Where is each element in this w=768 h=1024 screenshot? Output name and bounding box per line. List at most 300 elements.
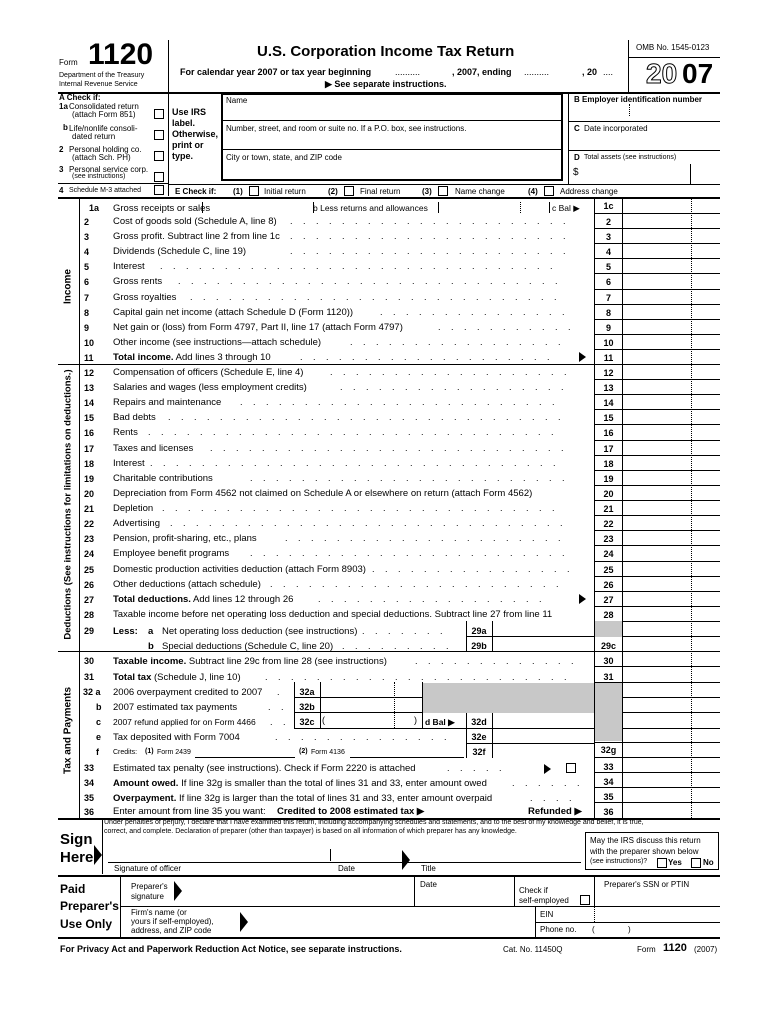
check-if-a-label: A Check if:: [59, 93, 101, 102]
line3-field[interactable]: [623, 229, 719, 242]
city-field[interactable]: [223, 162, 561, 178]
line34-text: If line 32g is smaller than the total of lines 31 and 33, enter amount owed: [178, 778, 487, 789]
line3-text: Gross profit. Subtract line 2 from line 1c: [113, 231, 280, 243]
line33-text: Estimated tax penalty (see instructions). Check if Form 2220 is attached: [113, 763, 416, 774]
box32f-label: 32f: [472, 747, 486, 757]
box32a-label: 32a: [299, 687, 315, 697]
a1-text1: Consolidated return: [69, 102, 139, 111]
box32d-field[interactable]: [493, 713, 593, 727]
sig-title-label: Title: [421, 864, 436, 873]
line31-text: (Schedule J, line 10): [151, 672, 241, 683]
deductions-side-label: Deductions (See instructions for limitations on deductions.): [62, 369, 74, 640]
line2-dots: . . . . . . . . . . . . . . . . . . . . . .: [290, 216, 570, 227]
line17-dots: . . . . . . . . . . . . . . . . . . . . . . . . . . . .: [210, 442, 568, 453]
line3-dots: . . . . . . . . . . . . . . . . . . . . . .: [290, 231, 570, 242]
perjury-line2: correct, and complete. Declaration of preparer (other than taxpayer) is based on all information of which preparer has any knowledge.: [104, 828, 517, 835]
omb-number: OMB No. 1545-0123: [636, 43, 710, 52]
self-employed-label: self-employed: [519, 896, 569, 905]
line32b-text: 2007 estimated tax payments: [113, 702, 238, 713]
box36-label: 36: [603, 807, 614, 817]
line16-num: 16: [84, 428, 95, 439]
line2-num: 2: [84, 217, 90, 228]
e2-num: (2): [328, 187, 338, 196]
sig-officer-label: Signature of officer: [114, 864, 182, 873]
name-change-label: Name change: [455, 187, 505, 196]
e1-num: (1): [233, 187, 243, 196]
line21-dots: . . . . . . . . . . . . . . . . . . . . . . . . . . . . . . .: [162, 503, 559, 514]
address-change-checkbox[interactable]: [544, 186, 554, 196]
line36-refunded: Refunded ▶: [528, 806, 582, 817]
life-nonlife-checkbox[interactable]: [154, 130, 164, 140]
line6-num: 6: [84, 277, 90, 288]
line5-num: 5: [84, 262, 90, 273]
paid-title: Paid: [60, 882, 86, 896]
line11-field[interactable]: [623, 350, 719, 363]
line21-box-label: 21: [603, 504, 614, 515]
phone-open: (: [592, 925, 595, 934]
a1-text2: (attach Form 851): [72, 110, 136, 119]
name-field[interactable]: [223, 104, 561, 118]
line5-box-label: 5: [605, 262, 611, 273]
a3-text1: Personal service corp.: [69, 165, 149, 174]
line6-field[interactable]: [623, 274, 719, 287]
line32a-num: 32 a: [83, 687, 101, 697]
prep-date-label: Date: [420, 880, 437, 889]
e4-num: (4): [528, 187, 538, 196]
line11-text: Add lines 3 through 10: [173, 351, 271, 363]
discuss-line1: May the IRS discuss this return: [590, 836, 701, 845]
line16-dots: . . . . . . . . . . . . . . . . . . . . . . . . . . . . . . . .: [148, 427, 558, 438]
line25-field[interactable]: [623, 562, 719, 575]
line29-num: 29: [84, 626, 95, 636]
box29c-label: 29c: [600, 641, 617, 651]
line8-field[interactable]: [623, 305, 719, 318]
firm-line2: yours if self-employed),: [131, 917, 214, 926]
line21-field[interactable]: [623, 501, 719, 514]
ein-label: B Employer identification number: [574, 95, 703, 104]
line35-num: 35: [84, 793, 95, 803]
line15-num: 15: [84, 413, 95, 424]
line24-dots: . . . . . . . . . . . . . . . . . . . . . . . . .: [250, 548, 569, 559]
line23-num: 23: [84, 534, 95, 545]
final-return-label: Final return: [360, 187, 401, 196]
line12-field[interactable]: [623, 365, 719, 378]
line28-num: 28: [84, 610, 95, 620]
line8-dots: . . . . . . . . . . . . . . .: [380, 306, 569, 317]
a2-text2: (attach Sch. PH): [72, 153, 131, 162]
line24-text: Employee benefit programs: [113, 548, 230, 560]
phone-label: Phone no.: [540, 925, 577, 934]
box35-field[interactable]: [623, 788, 719, 802]
preparer-ssn-field[interactable]: [596, 890, 719, 905]
line10-num: 10: [84, 337, 95, 348]
discuss-yes-checkbox[interactable]: [657, 858, 667, 868]
year-bold: 07: [682, 58, 714, 89]
discuss-line2: with the preparer shown below: [590, 847, 699, 856]
line19-dots: . . . . . . . . . . . . . . . . . . . . . . . . .: [250, 472, 569, 483]
line4-box-label: 4: [605, 247, 611, 258]
box32b-field[interactable]: [321, 698, 421, 711]
line29b-text: Special deductions (Schedule C, line 20): [162, 641, 334, 652]
title-arrow-icon: [402, 850, 410, 870]
line20-num: 20: [84, 488, 95, 499]
paren-open-32c: (: [322, 715, 325, 725]
line29a-dots: . . . . . . .: [362, 626, 447, 636]
line13-dots: . . . . . . . . . . . . . . . . . .: [340, 382, 568, 393]
line30-text: Subtract line 29c from line 28 (see instructions): [186, 656, 387, 667]
line26-box-label: 26: [603, 579, 614, 590]
use-irs-line3: Otherwise,: [172, 129, 219, 139]
line31-num: 31: [84, 672, 95, 682]
income-side-label: Income: [62, 269, 74, 305]
box30-field[interactable]: [623, 652, 719, 666]
calendar-year-text: For calendar year 2007 or tax year beginning: [180, 67, 372, 77]
line29-less: Less:: [113, 626, 138, 637]
line12-num: 12: [84, 368, 95, 378]
line35-dots: . . . .: [530, 793, 576, 803]
line36-credited: Credited to 2008 estimated tax ▶: [277, 806, 425, 817]
dept-line1: Department of the Treasury: [59, 72, 145, 79]
line19-box-label: 19: [603, 473, 614, 484]
line1a-num: 1a: [89, 203, 100, 213]
ein-field[interactable]: [570, 104, 720, 118]
line7-field[interactable]: [623, 290, 719, 303]
sign-title: Sign: [60, 831, 93, 848]
box33-field[interactable]: [623, 758, 719, 772]
line19-field[interactable]: [623, 471, 719, 484]
box29b-field[interactable]: [493, 637, 593, 651]
line5-field[interactable]: [623, 259, 719, 272]
line32a-text: 2006 overpayment credited to 2007: [113, 687, 263, 698]
line27-bold: Total deductions.: [113, 593, 191, 605]
line20-field[interactable]: [623, 486, 719, 499]
line28-field[interactable]: [623, 607, 719, 620]
box29c-field[interactable]: [623, 637, 719, 651]
preparer-signature-field[interactable]: [186, 877, 412, 905]
line30-bold: Taxable income.: [113, 656, 187, 667]
line30-dots: . . . . . . . . . . . . .: [415, 656, 578, 666]
a1b-text2: dated return: [72, 132, 116, 141]
line32a-dots: .: [277, 687, 284, 697]
prep-sig-arrow-icon: [174, 881, 182, 901]
box1c-field[interactable]: [623, 199, 719, 212]
initial-return-label: Initial return: [264, 187, 306, 196]
a2-num: 2: [59, 145, 64, 154]
initial-return-checkbox[interactable]: [249, 186, 259, 196]
street-field[interactable]: [223, 133, 561, 146]
perjury-line1: Under penalties of perjury, I declare that I have examined this return, including accompanying schedules and statements, and to the best of my knowledge and belief, it is true,: [104, 819, 644, 826]
e3-num: (3): [422, 187, 432, 196]
line3-num: 3: [84, 232, 90, 243]
line9-field[interactable]: [623, 320, 719, 333]
line35-bold: Overpayment.: [113, 793, 177, 804]
line31-dots: . . . . . . . . . . . . . . . . . . . . . . . .: [265, 672, 571, 682]
personal-service-checkbox[interactable]: [154, 172, 164, 182]
officer-title-field[interactable]: [420, 846, 580, 861]
line9-dots: . . . . . . . . . . .: [438, 321, 575, 332]
line13-field[interactable]: [623, 380, 719, 393]
line12-dots: . . . . . . . . . . . . . . . . . . .: [330, 367, 571, 377]
line6-dots: . . . . . . . . . . . . . . . . . . . . . . . . . . . . . .: [178, 276, 562, 287]
officer-signature-field[interactable]: [110, 846, 325, 861]
line32b-num: b: [96, 702, 102, 712]
box34-field[interactable]: [623, 773, 719, 787]
line14-field[interactable]: [623, 395, 719, 408]
box32e-field[interactable]: [493, 729, 593, 742]
line29b-dots: . . . . . . . . .: [342, 641, 453, 651]
box32g-field[interactable]: [623, 742, 719, 757]
line14-num: 14: [84, 398, 95, 409]
line9-num: 9: [84, 322, 90, 333]
box35-label: 35: [603, 792, 614, 802]
check-if-e-label: E Check if:: [175, 187, 217, 196]
line15-field[interactable]: [623, 410, 719, 423]
line10-dots: . . . . . . . . . . . . . . . . .: [350, 336, 565, 347]
line4-field[interactable]: [623, 244, 719, 257]
line24-field[interactable]: [623, 546, 719, 559]
use-irs-line4: print or: [172, 140, 204, 150]
line1b-text: b Less returns and allowances: [313, 203, 428, 213]
total-assets-field[interactable]: [582, 164, 688, 182]
line18-field[interactable]: [623, 456, 719, 469]
line18-num: 18: [84, 458, 95, 469]
line22-num: 22: [84, 519, 95, 530]
line10-field[interactable]: [623, 335, 719, 348]
line26-text: Other deductions (attach schedule): [113, 578, 261, 590]
line8-text: Capital gain net income (attach Schedule D (Form 1120)): [113, 306, 354, 318]
line18-dots: . . . . . . . . . . . . . . . . . . . . . . . . . . . . . . . .: [150, 457, 560, 468]
line17-box-label: 17: [603, 443, 614, 454]
line16-text: Rents: [113, 427, 138, 439]
line12-text: Compensation of officers (Schedule E, line 4): [113, 367, 304, 378]
line9-text: Net gain or (loss) from Form 4797, Part II, line 17 (attach Form 4797): [113, 321, 403, 333]
preparer-ein-field[interactable]: [560, 907, 718, 921]
use-irs-line2: label.: [172, 118, 196, 128]
line20-text: Depreciation from Form 4562 not claimed on Schedule A or elsewhere on return (attach Form 4562): [113, 487, 533, 499]
line4-num: 4: [84, 247, 90, 258]
line33-num: 33: [84, 763, 95, 773]
line32d-bal: d Bal ▶: [425, 717, 455, 727]
line11-box-label: 11: [603, 352, 614, 363]
line23-text: Pension, profit-sharing, etc., plans: [113, 533, 257, 545]
line16-box-label: 16: [603, 428, 614, 439]
paren-close-32c: ): [414, 715, 417, 725]
preparers-title: Preparer's: [60, 899, 119, 913]
box32a-field[interactable]: [321, 683, 421, 696]
line27-box-label: 27: [603, 594, 614, 605]
line19-text: Charitable contributions: [113, 472, 213, 484]
credited-2008-field[interactable]: [420, 804, 520, 817]
line13-num: 13: [84, 383, 95, 394]
firm-name-address-field[interactable]: [252, 907, 532, 936]
line32c-num: c: [96, 717, 102, 727]
line27-text: Add lines 12 through 26: [190, 593, 294, 605]
box32c-field[interactable]: [326, 713, 412, 727]
line27-field[interactable]: [623, 592, 719, 605]
a3-num: 3: [59, 165, 64, 174]
here-title: Here: [60, 849, 94, 866]
box29a-label: 29a: [471, 626, 487, 636]
preparer-date-field[interactable]: [416, 890, 512, 905]
line1a-text: Gross receipts or sales: [113, 203, 211, 214]
line15-text: Bad debts: [113, 412, 156, 424]
box31-label: 31: [603, 672, 614, 682]
footer-form-word: Form: [637, 945, 656, 954]
line13-text: Salaries and wages (less employment credits): [113, 382, 307, 394]
line22-field[interactable]: [623, 516, 719, 529]
line28-box-label: 28: [603, 610, 614, 620]
line7-text: Gross royalties: [113, 291, 177, 303]
credits-label: Credits:: [113, 749, 138, 756]
prep-sig-line1: Preparer's: [131, 882, 168, 891]
line29a-text: Net operating loss deduction (see instructions): [162, 626, 358, 637]
schedule-m3-checkbox[interactable]: [154, 185, 164, 195]
box36-field[interactable]: [623, 803, 719, 817]
credits-1-num: (1): [145, 748, 154, 755]
line10-text: Other income (see instructions—attach schedule): [113, 336, 322, 348]
line5-dots: . . . . . . . . . . . . . . . . . . . . . . . . . . . . . . .: [160, 261, 557, 272]
line24-box-label: 24: [603, 549, 614, 560]
line8-box-label: 8: [605, 307, 611, 318]
line26-field[interactable]: [623, 577, 719, 590]
ein-prep-label: EIN: [540, 910, 554, 919]
prep-sig-line2: signature: [131, 892, 164, 901]
line2-box-label: 2: [605, 217, 611, 228]
form-2220-checkbox[interactable]: [566, 763, 576, 773]
line6-text: Gross rents: [113, 276, 163, 288]
line4-text: Dividends (Schedule C, line 19): [113, 246, 247, 258]
begin-date-field[interactable]: ..........: [395, 67, 421, 77]
line31-bold: Total tax: [113, 672, 152, 683]
line36-num: 36: [84, 807, 95, 817]
line27-num: 27: [84, 594, 95, 605]
line18-text: Interest: [113, 457, 145, 469]
personal-holding-checkbox[interactable]: [154, 151, 164, 161]
line16-field[interactable]: [623, 425, 719, 438]
box29a-field[interactable]: [493, 622, 593, 636]
line14-dots: . . . . . . . . . . . . . . . . . . . . . . . . .: [240, 397, 559, 408]
line34-dots: . . . . . .: [512, 778, 584, 788]
box30-label: 30: [603, 656, 614, 666]
c-label: C: [574, 124, 580, 133]
line23-field[interactable]: [623, 531, 719, 544]
line7-dots: . . . . . . . . . . . . . . . . . . . . . . . . . . . . .: [190, 291, 561, 302]
line32c-text: 2007 refund applied for on Form 4466: [113, 717, 256, 727]
credits-2-num: (2): [299, 748, 308, 755]
form-4136-field[interactable]: [350, 745, 464, 757]
line11-arrow-icon: [579, 352, 586, 362]
line2-text: Cost of goods sold (Schedule A, line 8): [113, 216, 277, 228]
box34-label: 34: [603, 777, 614, 787]
preparer-phone-field[interactable]: [598, 923, 718, 936]
line11-bold: Total income.: [113, 351, 174, 363]
line14-text: Repairs and maintenance: [113, 397, 222, 409]
line36-text: Enter amount from line 35 you want:: [113, 806, 266, 817]
line23-dots: . . . . . . . . . . . . . . . . . . . . . .: [285, 533, 565, 544]
returns-allowances-field[interactable]: [438, 202, 550, 213]
year-outline: 20: [646, 58, 678, 89]
box32c-label: 32c: [299, 717, 315, 727]
form-title: U.S. Corporation Income Tax Return: [257, 43, 515, 60]
line29a-letter: a: [148, 626, 154, 637]
sign-arrow-icon: [94, 845, 102, 865]
name-change-checkbox[interactable]: [438, 186, 448, 196]
line19-num: 19: [84, 473, 95, 484]
discuss-line3: (see instructions)?: [590, 858, 648, 865]
a1b-num: b: [63, 123, 68, 132]
discuss-no-checkbox[interactable]: [691, 858, 701, 868]
arrow-33-icon: [544, 764, 551, 774]
ssn-ptin-label: Preparer's SSN or PTIN: [604, 880, 690, 889]
line21-text: Depletion: [113, 503, 154, 515]
privacy-notice: For Privacy Act and Paperwork Reduction Act Notice, see separate instructions.: [60, 944, 402, 954]
firm-arrow-icon: [240, 912, 248, 932]
line25-num: 25: [84, 564, 95, 575]
form-number: 1120: [88, 38, 154, 71]
a4-num: 4: [59, 186, 64, 195]
line10-box-label: 10: [603, 337, 614, 348]
line30-num: 30: [84, 656, 95, 666]
a2-text1: Personal holding co.: [69, 145, 142, 154]
box29b-label: 29b: [471, 641, 487, 651]
use-irs-line1: Use IRS: [172, 107, 207, 117]
line21-num: 21: [84, 504, 95, 515]
box32f-field[interactable]: [493, 744, 593, 757]
a4-text1: Schedule M-3 attached: [69, 187, 141, 194]
discuss-yes-label: Yes: [668, 858, 682, 867]
line22-text: Advertising: [113, 518, 160, 530]
line11-dots: . . . . . . . . . . . . . . . . . . . .: [300, 351, 554, 362]
line8-num: 8: [84, 307, 90, 318]
line5-text: Interest: [113, 261, 145, 273]
line29b-letter: b: [148, 641, 154, 652]
line24-num: 24: [84, 549, 95, 560]
date-incorporated-field[interactable]: [570, 134, 720, 148]
box31-field[interactable]: [623, 667, 719, 681]
line2-field[interactable]: [623, 214, 719, 227]
officer-date-field[interactable]: [332, 846, 394, 861]
d-label: D: [574, 153, 580, 162]
line27-arrow-icon: [579, 594, 586, 604]
sig-date-label: Date: [338, 864, 355, 873]
line32e-dots: . . . . . . . . . . . . . .: [275, 732, 451, 742]
self-employed-checkbox[interactable]: [580, 895, 590, 905]
end-year-field[interactable]: ....: [603, 67, 614, 77]
line17-field[interactable]: [623, 441, 719, 454]
final-return-checkbox[interactable]: [344, 186, 354, 196]
street-label: Number, street, and room or suite no. If a P.O. box, see instructions.: [226, 124, 467, 133]
form-word: Form: [59, 58, 78, 67]
gross-receipts-field[interactable]: [202, 202, 314, 213]
box32e-label: 32e: [471, 732, 487, 742]
use-only-title: Use Only: [60, 917, 113, 931]
consolidated-return-checkbox[interactable]: [154, 109, 164, 119]
firm-line3: address, and ZIP code: [131, 926, 212, 935]
end-date-field[interactable]: ..........: [524, 67, 550, 77]
line22-box-label: 22: [603, 519, 614, 530]
line25-box-label: 25: [603, 564, 614, 575]
line14-box-label: 14: [603, 398, 614, 409]
line18-box-label: 18: [603, 458, 614, 469]
phone-close: ): [628, 925, 631, 934]
box32d-label: 32d: [471, 717, 487, 727]
form-2439-field[interactable]: [195, 745, 295, 757]
line26-num: 26: [84, 579, 95, 590]
line9-box-label: 9: [605, 322, 611, 333]
line4-dots: . . . . . . . . . . . . . . . . . . . . . .: [290, 246, 570, 257]
box32g-label: 32g: [600, 745, 617, 755]
line34-num: 34: [84, 778, 95, 788]
